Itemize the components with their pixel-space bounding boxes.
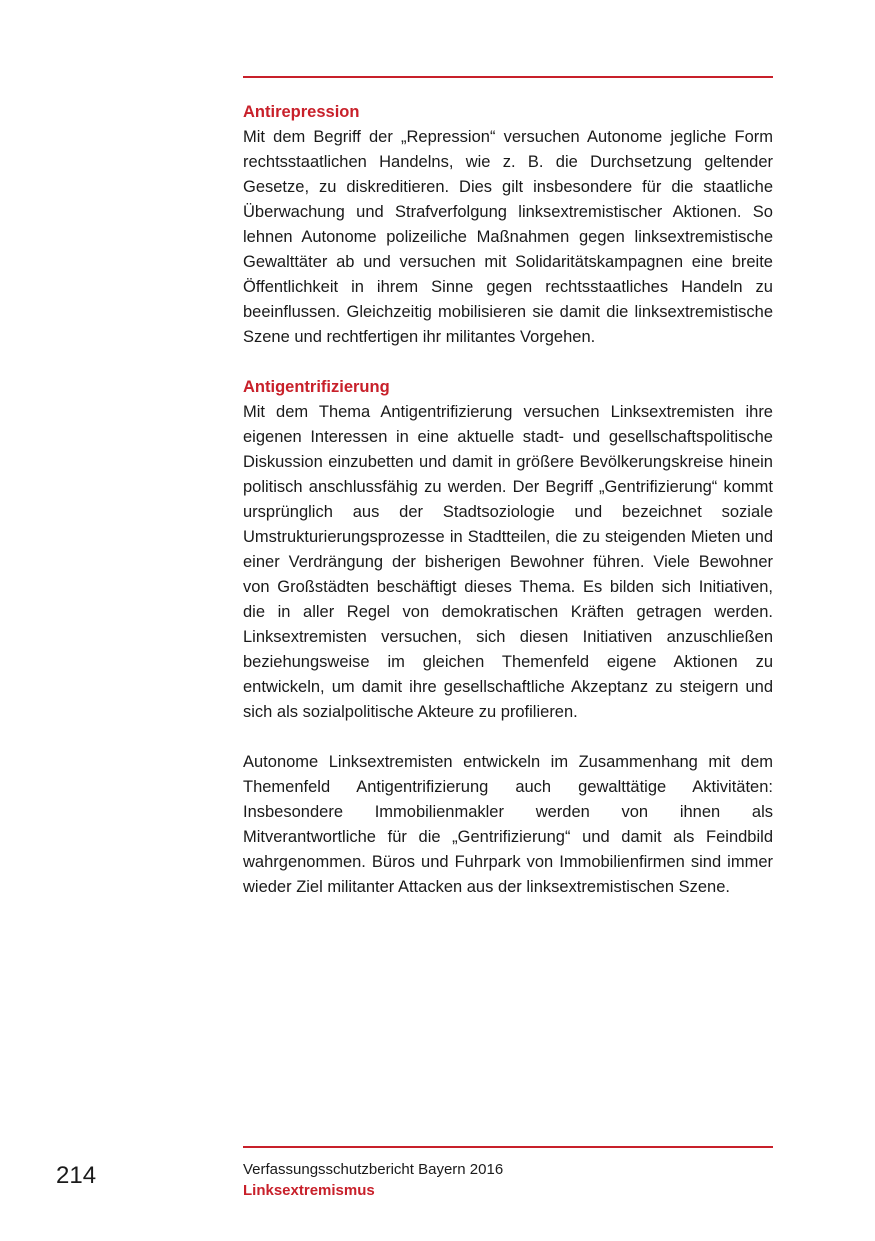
section-heading-antirepression: Antirepression [243,103,360,121]
paragraph-spacer [243,725,773,750]
section-spacer [243,350,773,375]
page-number: 214 [56,1162,97,1189]
footer-rule [243,1146,773,1148]
top-rule [243,76,773,78]
footer-publication-title: Verfassungsschutzbericht Bayern 2016 [243,1161,504,1178]
paragraph-antirepression: Mit dem Begriff der „Repression“ versuchen Autonome jegliche Form rechtsstaatlichen Handelns, wie z. B. die Durchsetzung geltender Gesetze, zu diskreditieren. Dies gilt insbesondere für die staatliche Überwachung und Strafverfolgung linksextremistischer Aktionen. So lehnen Autonome polizeiliche Maßnahmen gegen linksextremistische Gewalttäter ab und versuchen mit Solidaritätskampagnen eine breite Öffentlichkeit in ihrem Sinne gegen rechtsstaatliches Handeln zu beeinflussen. Gleichzeitig mobilisieren sie damit die linksextremistische Szene und rechtfertigen ihr militantes Vorgehen. [243,128,773,346]
section-heading-antigentrifizierung: Antigentrifizierung [243,378,390,396]
footer-section-name: Linksextremismus [243,1182,375,1199]
paragraph-antigentrifizierung-1: Mit dem Thema Antigentrifizierung versuchen Linksextremisten ihre eigenen Interessen in eine aktuelle stadt- und gesellschaftspolitische Diskussion einzubetten und damit in größere Bevölkerungskreise hinein politisch anschlussfähig zu werden. Der Begriff „Gentrifizierung“ kommt ursprünglich aus der Stadtsoziologie und bezeichnet soziale Umstrukturierungsprozesse in Stadtteilen, die zu steigenden Mieten und einer Verdrängung der bisherigen Bewohner führen. Viele Bewohner von Großstädten beschäftigt dieses Thema. Es bilden sich Initiativen, die in aller Regel von demokratischen Kräften getragen werden. Linksextremisten versuchen, sich diesen Initiativen anzuschließen beziehungsweise im gleichen Themenfeld eigene Aktionen zu entwickeln, um damit ihre gesellschaftliche Akzeptanz zu steigern und sich als sozialpolitische Akteure zu profilieren. [243,403,773,721]
main-content [243,100,773,900]
paragraph-antigentrifizierung-2: Autonome Linksextremisten entwickeln im Zusammenhang mit dem Themenfeld Antigentrifizierung auch gewalttätige Aktivitäten: Insbesondere Immobilienmakler werden von ihnen als Mitverantwortliche für die „Gentrifizierung“ und damit als Feindbild wahrgenommen. Büros und Fuhrpark von Immobilienfirmen sind immer wieder Ziel militanter Attacken aus der linksextremistischen Szene. [243,753,773,896]
footer [243,1159,773,1201]
